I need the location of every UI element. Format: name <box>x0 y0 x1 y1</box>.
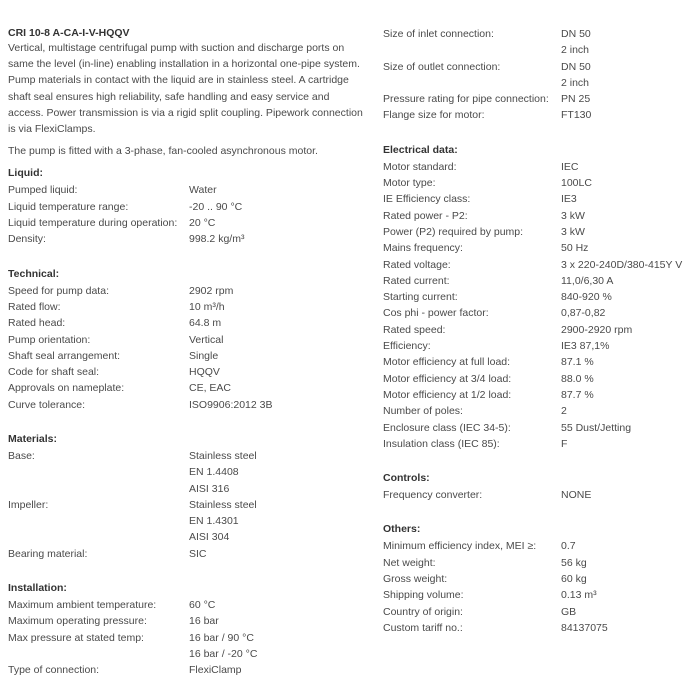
spec-value: 0.7 <box>561 540 576 553</box>
spec-label: Max pressure at stated temp: <box>8 631 144 644</box>
left-spec-sections <box>8 165 366 678</box>
spec-row-net-weight <box>383 555 695 571</box>
section-heading: Installation: <box>8 582 67 595</box>
spec-values <box>189 397 366 413</box>
spec-row-efficiency <box>383 338 695 354</box>
spec-values <box>189 380 366 396</box>
spec-section-technical <box>8 266 366 413</box>
spec-row-insulation-class-iec-85 <box>383 436 695 452</box>
spec-value: 16 bar / -20 °C <box>189 647 258 660</box>
spec-row-shipping-volume <box>383 587 695 603</box>
spec-value: SIC <box>189 547 207 560</box>
spec-label: Frequency converter: <box>383 489 483 502</box>
spec-row-size-of-inlet-connection <box>383 26 695 59</box>
spec-values <box>189 448 366 497</box>
spec-value: -20 .. 90 °C <box>189 200 243 213</box>
spec-row-frequency-converter <box>383 487 695 503</box>
spec-value: 3 x 220-240D/380-415Y V <box>561 258 683 271</box>
spec-label: Code for shaft seal: <box>8 366 100 379</box>
spec-value: AISI 304 <box>189 531 230 544</box>
spec-section-electrical-data <box>383 142 695 452</box>
spec-value: EN 1.4301 <box>189 515 239 528</box>
spec-label: Curve tolerance: <box>8 398 86 411</box>
spec-row-bearing-material <box>8 546 366 562</box>
spec-row-speed-for-pump-data <box>8 283 366 299</box>
spec-values <box>561 107 695 123</box>
section-heading: Controls: <box>383 472 430 485</box>
spec-label: Country of origin: <box>383 605 463 618</box>
spec-row-pumped-liquid <box>8 182 366 198</box>
spec-row-rated-speed <box>383 322 695 338</box>
spec-row-curve-tolerance <box>8 397 366 413</box>
spec-values <box>561 59 695 92</box>
spec-row-motor-efficiency-at-1-2-load <box>383 387 695 403</box>
spec-value: 0,87-0,82 <box>561 307 606 320</box>
spec-label: Starting current: <box>383 291 458 304</box>
spec-label: Pressure rating for pipe connection: <box>383 93 549 106</box>
spec-values <box>561 620 695 636</box>
spec-row-rated-power-p2 <box>383 208 695 224</box>
spec-row-motor-standard <box>383 159 695 175</box>
spec-values <box>561 273 695 289</box>
spec-row-country-of-origin <box>383 604 695 620</box>
spec-values <box>561 257 695 273</box>
spec-label: Base: <box>8 449 35 462</box>
spec-row-pump-orientation <box>8 332 366 348</box>
spec-value: 2902 rpm <box>189 284 234 297</box>
section-heading: Technical: <box>8 267 60 280</box>
right-spec-sections <box>383 26 695 636</box>
spec-value: 10 m³/h <box>189 300 225 313</box>
spec-row-liquid-temperature-range <box>8 199 366 215</box>
spec-label: Motor efficiency at 1/2 load: <box>383 388 512 401</box>
spec-label: Rated flow: <box>8 300 61 313</box>
spec-row-maximum-ambient-temperature <box>8 597 366 613</box>
spec-row-mains-frequency <box>383 240 695 256</box>
spec-values <box>561 571 695 587</box>
spec-value: 88.0 % <box>561 372 594 385</box>
spec-row-rated-current <box>383 273 695 289</box>
left-column <box>8 26 366 679</box>
spec-section-others <box>383 521 695 636</box>
spec-value: Single <box>189 349 219 362</box>
right-column <box>383 26 695 636</box>
spec-row-rated-head <box>8 315 366 331</box>
spec-value: 16 bar <box>189 615 219 628</box>
spec-values <box>561 26 695 59</box>
spec-value: FlexiClamp <box>189 664 242 677</box>
spec-value: Stainless steel <box>189 498 257 511</box>
spec-values <box>561 305 695 321</box>
spec-value: CE, EAC <box>189 382 232 395</box>
spec-values <box>561 387 695 403</box>
spec-value: 64.8 m <box>189 317 222 330</box>
spec-values <box>561 403 695 419</box>
spec-label: Rated power - P2: <box>383 209 468 222</box>
spec-values <box>189 299 366 315</box>
spec-label: Pump orientation: <box>8 333 91 346</box>
spec-label: Liquid temperature range: <box>8 200 129 213</box>
spec-values <box>189 597 366 613</box>
spec-label: Rated current: <box>383 274 450 287</box>
spec-label: Enclosure class (IEC 34-5): <box>383 421 511 434</box>
spec-values <box>189 315 366 331</box>
spec-value: 3 kW <box>561 225 585 238</box>
spec-section-installation <box>8 580 366 678</box>
spec-value: 3 kW <box>561 209 585 222</box>
spec-row-motor-type <box>383 175 695 191</box>
spec-label: IE Efficiency class: <box>383 193 471 206</box>
spec-row-shaft-seal-arrangement <box>8 348 366 364</box>
spec-row-custom-tariff-no <box>383 620 695 636</box>
spec-value: 20 °C <box>189 217 216 230</box>
spec-value: Vertical <box>189 333 224 346</box>
spec-label: Number of poles: <box>383 405 463 418</box>
spec-label: Minimum efficiency index, MEI ≥: <box>383 540 537 553</box>
spec-value: HQQV <box>189 366 220 379</box>
spec-value: F <box>561 437 568 450</box>
spec-row-impeller <box>8 497 366 546</box>
spec-label: Maximum operating pressure: <box>8 615 147 628</box>
spec-value: 840-920 % <box>561 291 612 304</box>
spec-value: 0.13 m³ <box>561 589 597 602</box>
section-heading: Liquid: <box>8 167 43 180</box>
spec-row-max-pressure-at-stated-temp <box>8 630 366 663</box>
spec-value: 2 inch <box>561 76 590 89</box>
spec-value: EN 1.4408 <box>189 466 239 479</box>
spec-row-maximum-operating-pressure <box>8 613 366 629</box>
spec-values <box>561 159 695 175</box>
spec-row-flange-size-for-motor <box>383 107 695 123</box>
spec-values <box>189 231 366 247</box>
spec-value: IEC <box>561 160 579 173</box>
spec-values <box>561 604 695 620</box>
spec-value: PN 25 <box>561 93 591 106</box>
spec-value: IE3 <box>561 193 577 206</box>
spec-label: Shipping volume: <box>383 589 464 602</box>
spec-values <box>189 662 366 678</box>
spec-values <box>189 182 366 198</box>
spec-row-starting-current <box>383 289 695 305</box>
spec-values <box>189 630 366 663</box>
spec-values <box>561 354 695 370</box>
motor-note: The pump is fitted with a 3-phase, fan-cooled asynchronous motor. <box>8 145 318 158</box>
spec-values <box>189 283 366 299</box>
spec-value: 2 <box>561 405 567 418</box>
spec-values <box>189 613 366 629</box>
spec-row-rated-voltage <box>383 257 695 273</box>
spec-label: Pumped liquid: <box>8 184 78 197</box>
spec-label: Cos phi - power factor: <box>383 307 489 320</box>
spec-row-base <box>8 448 366 497</box>
spec-values <box>561 436 695 452</box>
product-title: CRI 10-8 A-CA-I-V-HQQV <box>8 27 130 39</box>
spec-row-cos-phi-power-factor <box>383 305 695 321</box>
spec-values <box>561 371 695 387</box>
spec-values <box>561 91 695 107</box>
spec-row-type-of-connection <box>8 662 366 678</box>
spec-row-power-p2-required-by-pump <box>383 224 695 240</box>
spec-row-minimum-efficiency-index-mei <box>383 538 695 554</box>
spec-value: DN 50 <box>561 60 591 73</box>
spec-label: Motor standard: <box>383 160 457 173</box>
spec-value: AISI 316 <box>189 482 230 495</box>
spec-value: 55 Dust/Jetting <box>561 421 632 434</box>
spec-label: Rated speed: <box>383 323 446 336</box>
spec-label: Size of outlet connection: <box>383 60 501 73</box>
spec-label: Efficiency: <box>383 340 431 353</box>
spec-label: Motor efficiency at full load: <box>383 356 511 369</box>
spec-row-approvals-on-nameplate <box>8 380 366 396</box>
spec-values <box>561 224 695 240</box>
spec-label: Rated head: <box>8 317 66 330</box>
spec-label: Gross weight: <box>383 573 448 586</box>
spec-label: Flange size for motor: <box>383 109 485 122</box>
spec-row-pressure-rating-for-pipe-connection <box>383 91 695 107</box>
spec-row-density <box>8 231 366 247</box>
spec-values <box>561 289 695 305</box>
spec-label: Motor type: <box>383 177 436 190</box>
spec-row-rated-flow <box>8 299 366 315</box>
spec-value: NONE <box>561 489 592 502</box>
spec-value: 50 Hz <box>561 242 589 255</box>
spec-row-size-of-outlet-connection <box>383 59 695 92</box>
spec-values <box>561 322 695 338</box>
spec-row-gross-weight <box>383 571 695 587</box>
spec-values <box>189 364 366 380</box>
spec-label: Motor efficiency at 3/4 load: <box>383 372 512 385</box>
spec-row-enclosure-class-iec-34-5 <box>383 420 695 436</box>
spec-label: Custom tariff no.: <box>383 621 463 634</box>
section-heading: Others: <box>383 523 421 536</box>
section-heading: Materials: <box>8 432 58 445</box>
spec-values <box>561 338 695 354</box>
spec-values <box>561 208 695 224</box>
spec-label: Rated voltage: <box>383 258 451 271</box>
spec-row-liquid-temperature-during-operation <box>8 215 366 231</box>
spec-value: 87.1 % <box>561 356 594 369</box>
spec-label: Liquid temperature during operation: <box>8 217 178 230</box>
spec-row-motor-efficiency-at-3-4-load <box>383 371 695 387</box>
spec-values <box>561 538 695 554</box>
spec-value: FT130 <box>561 109 592 122</box>
spec-value: 2 inch <box>561 44 590 57</box>
spec-values <box>561 420 695 436</box>
spec-value: 84137075 <box>561 621 608 634</box>
spec-value: ISO9906:2012 3B <box>189 398 273 411</box>
spec-value: 100LC <box>561 177 592 190</box>
spec-values <box>561 555 695 571</box>
spec-values <box>561 175 695 191</box>
spec-label: Insulation class (IEC 85): <box>383 437 500 450</box>
spec-label: Size of inlet connection: <box>383 28 494 40</box>
spec-value: 16 bar / 90 °C <box>189 631 254 644</box>
spec-values <box>561 240 695 256</box>
spec-label: Bearing material: <box>8 547 88 560</box>
spec-row-code-for-shaft-seal <box>8 364 366 380</box>
spec-value: 60 °C <box>189 599 216 612</box>
spec-label: Net weight: <box>383 556 436 569</box>
spec-label: Density: <box>8 233 46 246</box>
spec-section-controls <box>383 470 695 503</box>
spec-value: 11,0/6,30 A <box>561 274 614 287</box>
spec-value: Water <box>189 184 217 197</box>
spec-value: 2900-2920 rpm <box>561 323 633 336</box>
spec-values <box>561 487 695 503</box>
spec-values <box>189 332 366 348</box>
spec-label: Approvals on nameplate: <box>8 382 125 395</box>
spec-row-number-of-poles <box>383 403 695 419</box>
spec-value: 56 kg <box>561 556 587 569</box>
spec-label: Impeller: <box>8 498 49 511</box>
product-description: Vertical, multistage centrifugal pump with suction and discharge ports on same the level (in-line) enabling installation in a horizontal one-pipe system. Pump materials in contact with the liquid are in stainless steel. A cartridge shaft seal ensures high reliability, safe handling and easy service and access. Power transmission is via a rigid split coupling. Pipework connection is via FlexiClamps. <box>8 42 363 136</box>
spec-section-connections <box>383 26 695 124</box>
spec-label: Type of connection: <box>8 664 100 677</box>
spec-values <box>189 348 366 364</box>
spec-values <box>189 215 366 231</box>
spec-value: IE3 87,1% <box>561 340 610 353</box>
spec-value: Stainless steel <box>189 449 257 462</box>
spec-values <box>561 191 695 207</box>
section-heading: Electrical data: <box>383 143 458 156</box>
spec-values <box>189 497 366 546</box>
spec-label: Mains frequency: <box>383 242 463 255</box>
spec-value: 60 kg <box>561 573 587 586</box>
spec-label: Speed for pump data: <box>8 284 109 297</box>
spec-value: 998.2 kg/m³ <box>189 233 245 246</box>
spec-section-liquid <box>8 165 366 247</box>
spec-values <box>189 199 366 215</box>
spec-label: Shaft seal arrangement: <box>8 349 121 362</box>
spec-row-motor-efficiency-at-full-load <box>383 354 695 370</box>
spec-value: DN 50 <box>561 28 591 40</box>
spec-value: 87.7 % <box>561 388 594 401</box>
spec-value: GB <box>561 605 577 618</box>
spec-section-materials <box>8 431 366 562</box>
spec-label: Power (P2) required by pump: <box>383 225 524 238</box>
spec-values <box>561 587 695 603</box>
spec-values <box>189 546 366 562</box>
spec-label: Maximum ambient temperature: <box>8 599 157 612</box>
spec-row-ie-efficiency-class <box>383 191 695 207</box>
